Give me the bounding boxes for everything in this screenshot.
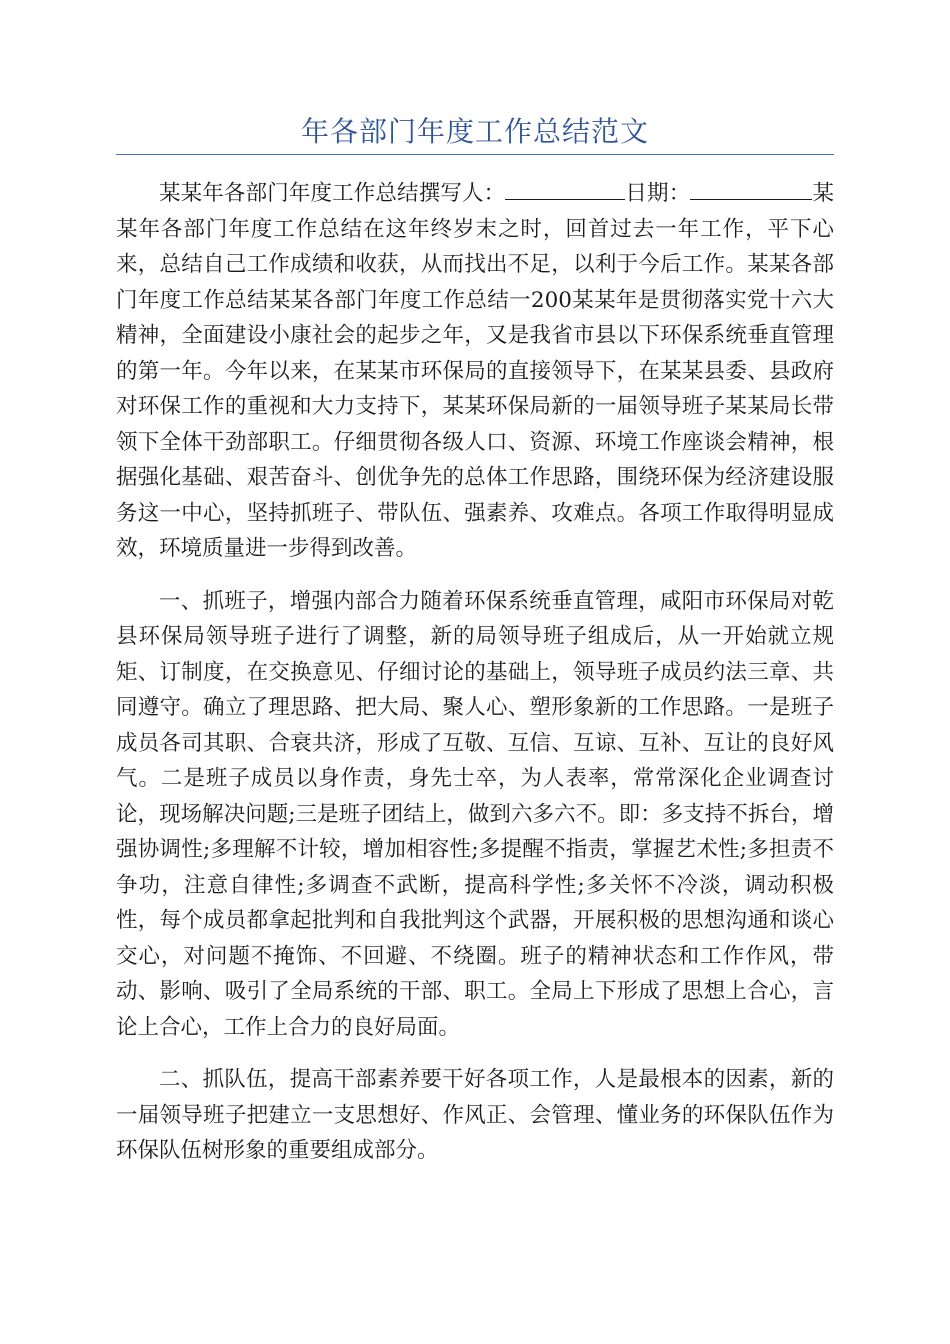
- title-underline: [116, 154, 834, 155]
- intro-paragraph: [116, 176, 834, 567]
- intro-text: 某某年各部门年度工作总结在这年终岁末之时，回首过去一年工作，平下心来，总结自己工作成绩和收获，从而找出不足，以利于今后工作。某某各部门年度工作总结某某各部门年度工作总结一200某某年是贯彻落实党十六大精神，全面建设小康社会的起步之年，又是我省市县以下环保系统垂直管理的第一年。今年以来，在某某市环保局的直接领导下，在某某县委、县政府对环保工作的重视和大力支持下，某某环保局新的一届领导班子某某局长带领下全体干劲部职工。仔细贯彻各级人口、资源、环境工作座谈会精神，根据强化基础、艰苦奋斗、创优争先的总体工作思路，围绕环保为经济建设服务这一中心，坚持抓班子、带队伍、强素养、攻难点。各项工作取得明显成效，环境质量进一步得到改善。: [116, 181, 834, 561]
- paragraph-section-2: 二、抓队伍，提高干部素养要干好各项工作，人是最根本的因素，新的一届领导班子把建立一支思想好、作风正、会管理、懂业务的环保队伍作为环保队伍树形象的重要组成部分。: [116, 1067, 834, 1163]
- document-body: [116, 176, 834, 1169]
- paragraph-section-1: 一、抓班子，增强内部合力随着环保系统垂直管理，咸阳市环保局对乾县环保局领导班子进行了调整，新的局领导班子组成后，从一开始就立规矩、订制度，在交换意见、仔细讨论的基础上，领导班子成员约法三章、共同遵守。确立了理思路、把大局、聚人心、塑形象新的工作思路。一是班子成员各司其职、合衰共济，形成了互敬、互信、互谅、互补、互让的良好风气。二是班子成员以身作责，身先士卒，为人表率，常常深化企业调查讨论，现场解决问题;三是班子团结上，做到六多六不。即：多支持不拆台，增强协调性;多理解不计较，增加相容性;多提醒不指责，掌握艺术性;多担责不争功，注意自律性;多调查不武断，提高科学性;多关怀不冷淡，调动积极性，每个成员都拿起批判和自我批判这个武器，开展积极的思想沟通和谈心交心，对问题不掩饰、不回避、不绕圈。班子的精神状态和工作作风，带动、影响、吸引了全局系统的干部、职工。全局上下形成了思想上合心，言论上合心，工作上合力的良好局面。: [116, 588, 834, 1040]
- document-title: 年各部门年度工作总结范文: [300, 115, 649, 148]
- date-blank-field: [690, 177, 812, 200]
- author-label: 某某年各部门年度工作总结撰写人：: [159, 181, 506, 206]
- date-label: 日期：: [625, 181, 691, 206]
- author-blank-field: [505, 177, 625, 200]
